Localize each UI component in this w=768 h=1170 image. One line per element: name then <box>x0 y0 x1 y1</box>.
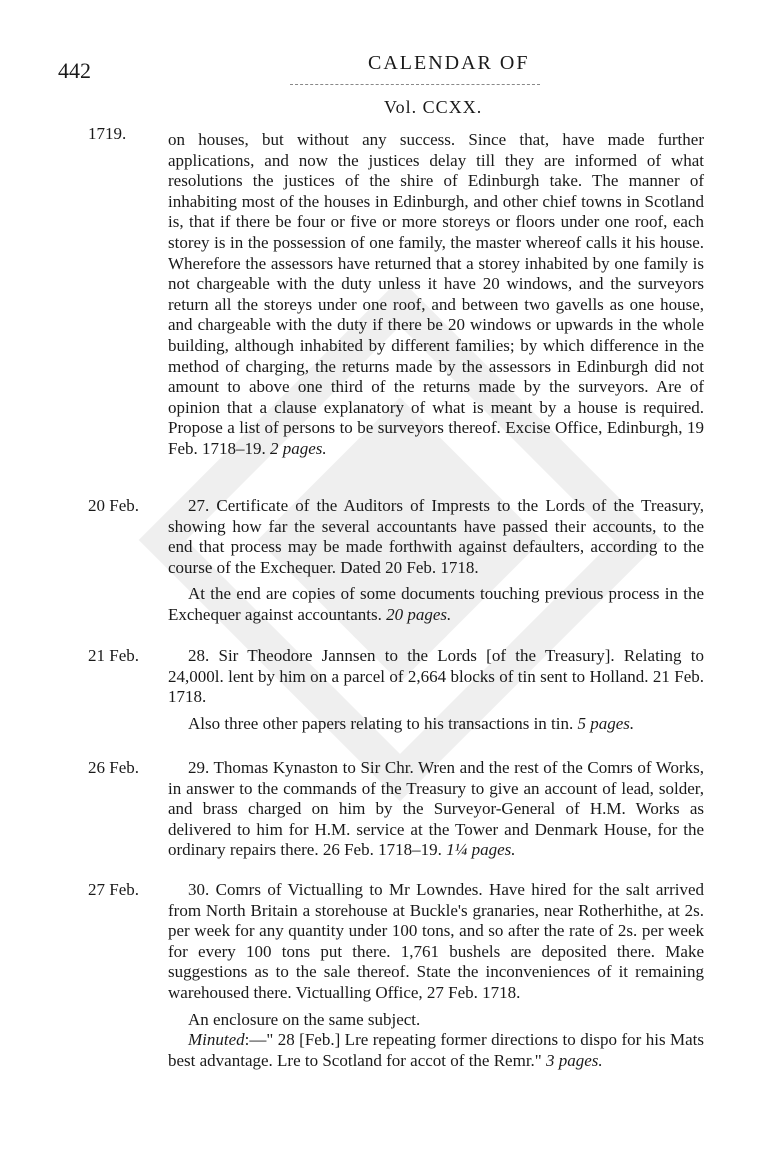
volume-heading: Vol. CCXX. <box>384 97 483 117</box>
entry-text: on houses, but without any success. Since that, have made further applications, and now the justices delay till they are informed of what resolutions the justices of the shire of Edinburgh take. The manner of inhabiting most of the houses in Edinburgh, and other chief towns in Scotland is, that if there be four or five or more storeys or floors under one roof, each storey is in the possession of one family, the master whereof calls it his house. Wherefore the assessors have returned that a storey inhabited by one family is not chargeable with the duty unless it have 20 windows, and the surveyors return all the storeys under one roof, and between two gavells as one house, and chargeable with the duty if there be 20 windows or upwards in the whole building, although inhabited by different families; by which difference in the method of charging, the returns made by the assessors in Edinburgh did not amount to above one third of the returns made by the surveyors. Are of opinion that a clause explanatory of what is meant by a house is required. Propose a list of persons to be surveyors thereof. Excise Office, Edinburgh, 19 Feb. 1718–19. <box>168 130 704 458</box>
header-rule <box>290 84 540 85</box>
page-count: 5 pages. <box>577 713 635 733</box>
entry-text: 29. Thomas Kynaston to Sir Chr. Wren and the rest of the Comrs of Works, in answer to the commands of the Treasury to give an account of lead, solder, and brass charged on him by the Surveyor-General of H.M. Works as delivered to him for H.M. service at the Tower and Denmark House, for the ordinary repairs there. 26 Feb. 1718–19. <box>168 758 704 860</box>
entry-body <box>168 496 704 626</box>
entry-body <box>168 646 704 734</box>
page-number: 442 <box>58 58 91 83</box>
page-count: 3 pages. <box>545 1050 603 1070</box>
entry-date: 20 Feb. <box>88 496 139 515</box>
entry-body <box>168 758 704 861</box>
entry-body <box>168 130 704 460</box>
entry-date: 1719. <box>88 124 127 143</box>
entry-date: 27 Feb. <box>88 880 139 899</box>
entry-text: 30. Comrs of Victualling to Mr Lowndes. Have hired for the salt arrived from North Britain a storehouse at Buckle's granaries, near Rotherhithe, at 2s. per week for any quantity under 100 tons, and so after the rate of 2s. per week for every 100 tons put there. 1,761 bushels are deposited there. Make suggestions as to the sale thereof. State the inconveniences of it remaining warehoused there. Victualling Office, 27 Feb. 1718. <box>168 880 704 1002</box>
entry-date: 26 Feb. <box>88 758 139 777</box>
entry-text: Also three other papers relating to his transactions in tin. <box>188 713 574 733</box>
page-count: 2 pages. <box>270 438 327 458</box>
entry-date: 21 Feb. <box>88 646 139 665</box>
entry-body <box>168 880 704 1071</box>
minuted-text: :—" 28 [Feb.] Lre repeating former directions to dispo for his Mats best advantage. Lre to Scotland for accot of the Remr." <box>168 1030 704 1070</box>
minuted-label: Minuted <box>188 1030 245 1050</box>
page-count: 20 pages. <box>386 604 452 624</box>
running-title: CALENDAR OF <box>368 52 530 74</box>
entry-text: An enclosure on the same subject. <box>188 1009 421 1029</box>
page-count: 1¼ pages. <box>446 840 516 860</box>
entry-text: At the end are copies of some documents touching previous process in the Exchequer against accountants. <box>168 584 704 624</box>
entry-text: 27. Certificate of the Auditors of Imprests to the Lords of the Treasury, showing how far the several accountants have passed their accounts, to the end that process may be made forthwith against defaulters, according to the course of the Exchequer. Dated 20 Feb. 1718. <box>168 496 704 577</box>
entry-text: 28. Sir Theodore Jannsen to the Lords [of the Treasury]. Relating to 24,000l. lent by him on a parcel of 2,664 blocks of tin sent to Holland. 21 Feb. 1718. <box>168 646 704 707</box>
